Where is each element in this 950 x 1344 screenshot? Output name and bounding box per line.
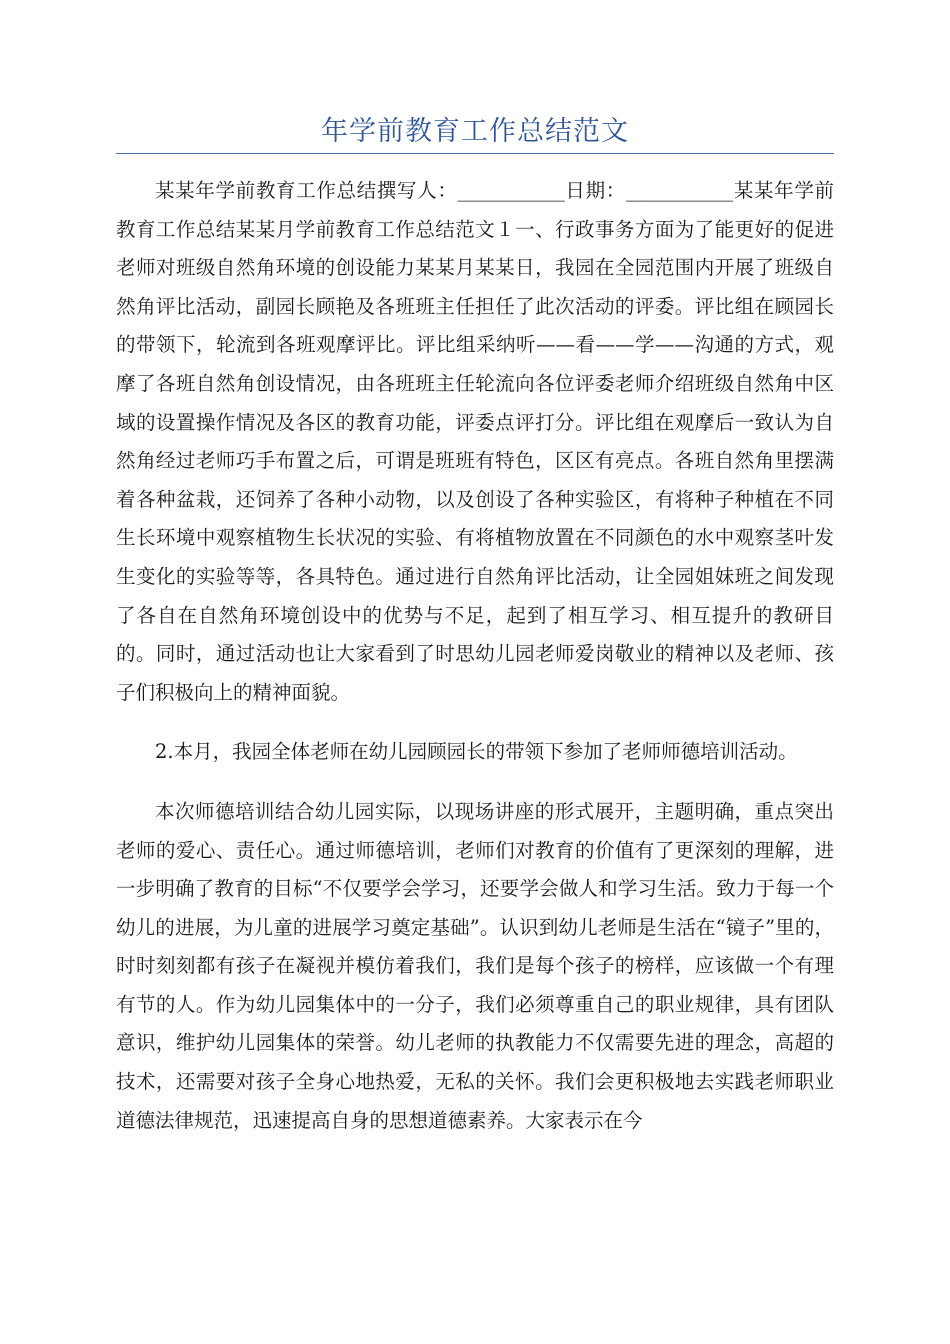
- body-paragraph-2: 2.本月，我园全体老师在幼儿园顾园长的带领下参加了老师师德培训活动。: [155, 740, 798, 764]
- document-title: 年学前教育工作总结范文: [321, 116, 629, 147]
- title-underline: [116, 153, 834, 154]
- body-paragraph-1: 某某年学前教育工作总结撰写人：___________日期：___________某某年学前教育工作总结某某月学前教育工作总结范文１一、行政事务方面为了能更好的促进老师对班级自然角环境的创设能力某某月某某日，我园在全园范围内开展了班级自然角评比活动，副园长顾艳及各班班主任担任了此次活动的评委。评比组在顾园长的带领下，轮流到各班观摩评比。评比组采纳听——看——学——沟通的方式，观摩了各班自然角创设情况，由各班班主任轮流向各位评委老师介绍班级自然角中区域的设置操作情况及各区的教育功能，评委点评打分。评比组在观摩后一致认为自然角经过老师巧手布置之后，可谓是班班有特色，区区有亮点。各班自然角里摆满着各种盆栽，还饲养了各种小动物，以及创设了各种实验区，有将种子种植在不同生长环境中观察植物生长状况的实验、有将植物放置在不同颜色的水中观察茎叶发生变化的实验等等，各具特色。通过进行自然角评比活动，让全园姐妹班之间发现了各自在自然角环境创设中的优势与不足，起到了相互学习、相互提升的教研目的。同时，通过活动也让大家看到了时思幼儿园老师爱岗敬业的精神以及老师、孩子们积极向上的精神面貌。: [116, 179, 834, 704]
- body-paragraph-3: 本次师德培训结合幼儿园实际，以现场讲座的形式展开，主题明确，重点突出老师的爱心、责任心。通过师德培训，老师们对教育的价值有了更深刻的理解，进一步明确了教育的目标“不仅要学会学习，还要学会做人和学习生活。致力于每一个幼儿的进展，为儿童的进展学习奠定基础”。认识到幼儿老师是生活在“镜子”里的，时时刻刻都有孩子在凝视并模仿着我们，我们是每个孩子的榜样，应该做一个有理有节的人。作为幼儿园集体中的一分子，我们必须尊重自己的职业规律，具有团队意识，维护幼儿园集体的荣誉。幼儿老师的执教能力不仅需要先进的理念，高超的技术，还需要对孩子全身心地热爱，无私的关怀。我们会更积极地去实践老师职业道德法律规范，迅速提高自身的思想道德素养。大家表示在今: [116, 799, 834, 1132]
- document-body: [116, 172, 834, 1161]
